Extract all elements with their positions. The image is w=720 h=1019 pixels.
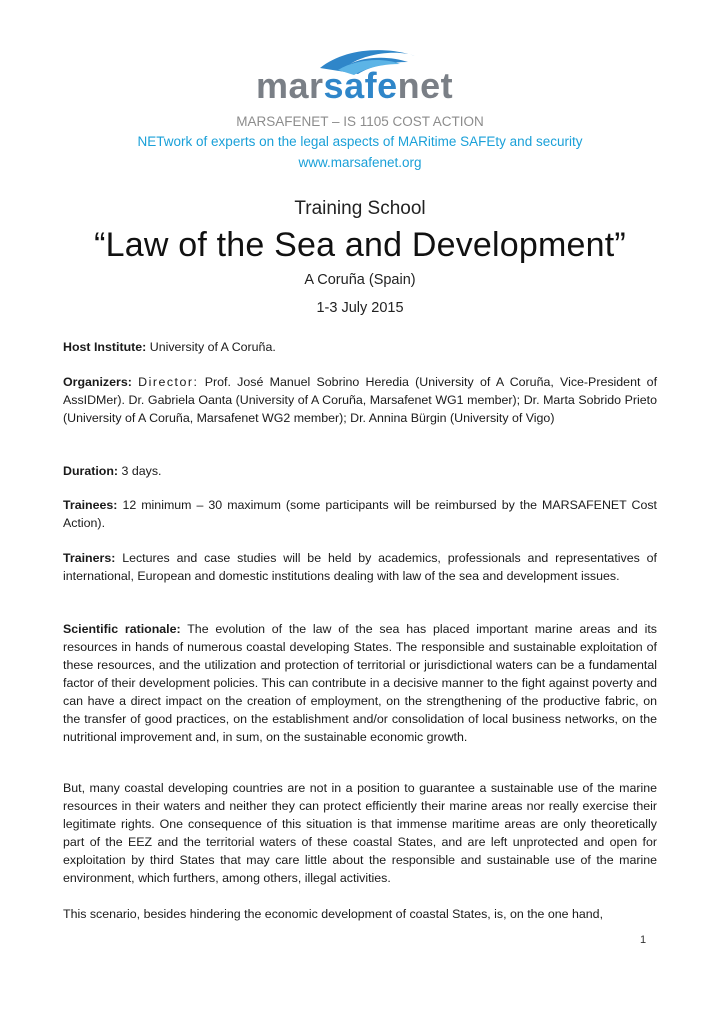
trainees-text: 12 minimum – 30 maximum (some participants will be reimbursed by the MARSAFENET Cost Action). — [63, 498, 657, 530]
marsafenet-logo — [250, 42, 475, 112]
organizers-text: Prof. José Manuel Sobrino Heredia (University of A Coruña, Vice-President of AssIDMer). Dr. Gabriela Oanta (University of A Coruña, Marsafenet WG1 member); Dr. Marta Sobrido Prieto (University of A Coruña, Marsafenet WG2 member); Dr. Annina Bürgin (University of Vigo) — [63, 375, 658, 425]
logo-part-safe: safe — [323, 65, 398, 106]
header-website-link[interactable]: www.marsafenet.org — [298, 155, 422, 170]
duration-paragraph — [63, 462, 657, 480]
rationale-text: The evolution of the law of the sea has placed important marine areas and its resources in hands of numerous coastal developing States. The responsible and sustainable exploitation of these resources, and the utilization and protection of territorial or jurisdictional waters can be a fundamental factor of their development policies. This can contribute in a decisive manner to the fight against poverty and can have a direct impact on the creation of employment, on the strengthening of the productive fabric, on the transfer of good practices, on the establishment and/or consolidation of local business networks, on the nutritional improvement and, in sum, on the sustainable economic growth. — [63, 622, 658, 744]
duration-label: Duration: — [63, 464, 119, 478]
logo-part-mar: mar — [256, 65, 324, 106]
organizers-role: Director: — [138, 375, 199, 389]
body-paragraph-3: This scenario, besides hindering the economic development of coastal States, is, on the one hand, — [63, 907, 604, 921]
trainees-label: Trainees: — [63, 498, 118, 512]
page-number: 1 — [640, 934, 647, 946]
duration-text: 3 days. — [121, 464, 162, 478]
rationale-label: Scientific rationale: — [63, 622, 181, 636]
logo-part-net: net — [397, 65, 454, 106]
event-location: A Coruña (Spain) — [304, 272, 416, 288]
body-paragraph-2: But, many coastal developing countries are not in a position to guarantee a sustainable use of the marine resources in their waters and neither they can protect efficiently their marine areas nor really exercise their legitimate rights. One consequence of this situation is that immense maritime areas are only theoretically part of the EEZ and the territorial waters of these coastal States, and are left unprotected and open for exploitation by third States that may care little about the responsible and sustainable use of the marine environment, which furthers, among others, illegal activities. — [63, 781, 657, 885]
organizers-paragraph — [63, 373, 657, 427]
trainers-label: Trainers: — [63, 551, 116, 565]
trainers-paragraph — [63, 549, 657, 585]
scientific-rationale-paragraph — [63, 620, 657, 746]
event-dates: 1-3 July 2015 — [316, 300, 404, 316]
header-network-description: NETwork of experts on the legal aspects of MARitime SAFEty and security — [137, 134, 583, 149]
header-cost-action: MARSAFENET – IS 1105 COST ACTION — [236, 114, 484, 129]
organizers-label: Organizers: — [63, 375, 132, 389]
event-type: Training School — [294, 198, 426, 219]
host-institute-paragraph — [63, 338, 657, 356]
trainees-paragraph — [63, 496, 657, 532]
trainers-text: Lectures and case studies will be held by academics, professionals and representatives of international, European and domestic institutions dealing with law of the sea and development issues. — [63, 551, 657, 583]
host-text: University of A Coruña. — [149, 340, 276, 354]
host-label: Host Institute: — [63, 340, 147, 354]
event-title: “Law of the Sea and Development” — [94, 226, 626, 264]
logo-wordmark — [256, 66, 453, 106]
